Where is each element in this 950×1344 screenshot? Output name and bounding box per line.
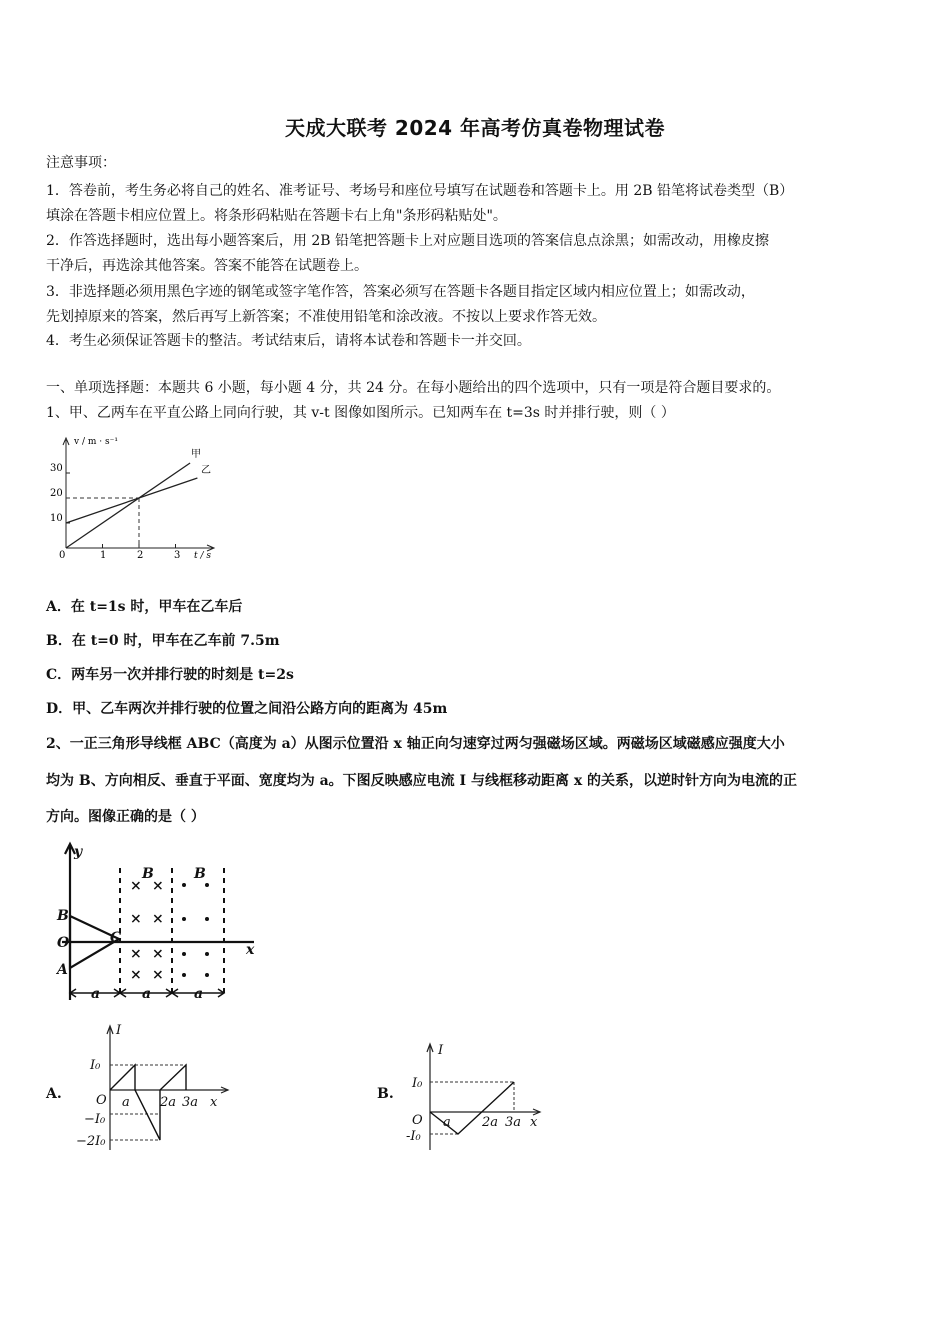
magnetic-field-figure (54, 838, 269, 1008)
q2-option-a-label: A. (46, 1086, 62, 1102)
dot-mark (182, 883, 186, 887)
width-label: a (91, 986, 101, 1002)
tick-3a-label: 3a (505, 1115, 522, 1130)
dot-mark (205, 973, 209, 977)
q1-option-c: C．两车另一次并排行驶的时刻是 t=2s (46, 667, 294, 683)
tick-2a-label: 2a (482, 1115, 499, 1130)
q2-option-b-label: B. (377, 1086, 394, 1102)
width-label: a (142, 986, 152, 1002)
vt-graph (44, 430, 234, 565)
y-tick-label: 10 (50, 513, 63, 524)
field-label: B (142, 866, 154, 882)
dot-mark (205, 883, 209, 887)
y-axis-label: v / m · s⁻¹ (74, 437, 118, 447)
question-2-stem-line: 均为 B、方向相反、垂直于平面、宽度均为 a。下图反映感应电流 I 与线框移动距离 x 的关系，以逆时针方向为电流的正 (46, 773, 798, 789)
field-label: B (194, 866, 206, 882)
notes-heading: 注意事项： (46, 155, 116, 171)
cross-mark: × (130, 946, 142, 962)
I0-label: I₀ (412, 1076, 423, 1091)
cross-mark: × (130, 878, 142, 894)
origin-label: 0 (59, 550, 66, 561)
note-line: 1．答卷前，考生务必将自己的姓名、准考证号、考场号和座位号填写在试题卷和答题卡上。用 2B 铅笔将试卷类型（B） (46, 183, 794, 199)
section-heading: 一、单项选择题：本题共 6 小题，每小题 4 分，共 24 分。在每小题给出的四个选项中，只有一项是符合题目要求的。 (46, 380, 781, 396)
I0-label: I₀ (90, 1058, 101, 1073)
q1-option-d: D．甲、乙车两次并排行驶的位置之间沿公路方向的距离为 45m (46, 701, 448, 717)
y-tick-label: 20 (50, 488, 63, 499)
dot-mark (182, 952, 186, 956)
q1-option-b: B．在 t=0 时，甲车在乙车前 7.5m (46, 633, 280, 649)
cross-mark: × (130, 911, 142, 927)
dot-mark (205, 917, 209, 921)
cross-mark: × (152, 878, 164, 894)
page-title: 天成大联考 2024 年高考仿真卷物理试卷 (284, 116, 666, 140)
note-line: 先划掉原来的答案，然后再写上新答案；不准使用铅笔和涂改液。不按以上要求作答无效。 (46, 309, 606, 325)
I-label: I (438, 1043, 444, 1058)
series-label-yi: 乙 (201, 465, 211, 476)
note-line: 填涂在答题卡相应位置上。将条形码粘贴在答题卡右上角"条形码粘贴处"。 (46, 208, 507, 224)
neg-2I0-label: −2I₀ (76, 1134, 106, 1149)
cross-mark: × (130, 967, 142, 983)
x-label: x (210, 1095, 218, 1110)
q1-option-a: A．在 t=1s 时，甲车在乙车后 (46, 599, 243, 615)
x-label: x (246, 942, 255, 958)
I-label: I (116, 1023, 122, 1038)
origin-label: O (96, 1093, 107, 1108)
question-2-stem-line: 方向。图像正确的是（ ） (46, 809, 205, 825)
width-label: a (194, 986, 204, 1002)
origin-label: O (412, 1113, 423, 1128)
vertex-b-label: B (57, 908, 69, 924)
dot-mark (182, 917, 186, 921)
origin-label: O (57, 935, 70, 951)
series-line-jia (66, 463, 190, 548)
cross-mark: × (152, 946, 164, 962)
note-line: 2．作答选择题时，选出每小题答案后，用 2B 铅笔把答题卡上对应题目选项的答案信息点涂黑；如需改动，用橡皮擦 (46, 233, 769, 249)
x-tick-label: 3 (174, 550, 181, 561)
question-2-stem-line: 2、一正三角形导线框 ABC（高度为 a）从图示位置沿 x 轴正向匀速穿过两匀强磁场区域。两磁场区域磁感应强度大小 (46, 736, 785, 752)
x-label: x (530, 1115, 538, 1130)
x-tick-label: 2 (137, 550, 144, 561)
tick-3a-label: 3a (182, 1095, 199, 1110)
y-label: y (74, 844, 83, 860)
tick-2a-label: 2a (160, 1095, 177, 1110)
tick-a-label: a (443, 1115, 451, 1130)
cross-mark: × (152, 967, 164, 983)
series-line-yi (66, 478, 197, 523)
option-b-graph (400, 1040, 550, 1155)
neg-I0-label: −I₀ (84, 1112, 106, 1127)
x-axis-label: t / s (194, 551, 211, 561)
cross-mark: × (152, 911, 164, 927)
note-line: 4．考生必须保证答题卡的整洁。考试结束后，请将本试卷和答题卡一并交回。 (46, 333, 531, 349)
series-label-jia: 甲 (191, 449, 201, 460)
dot-mark (182, 973, 186, 977)
note-line: 3．非选择题必须用黑色字迹的钢笔或签字笔作答，答案必须写在答题卡各题目指定区域内相应位置上；如需改动， (46, 284, 755, 300)
vertex-a-label: A (57, 962, 68, 978)
vertex-c-label: C (110, 930, 122, 946)
dot-mark (205, 952, 209, 956)
question-1-stem: 1、甲、乙两车在平直公路上同向行驶，其 v-t 图像如图所示。已知两车在 t=3s 时并排行驶，则（ ） (46, 405, 675, 421)
neg-I0-label: -I₀ (406, 1129, 421, 1144)
y-tick-label: 30 (50, 463, 63, 474)
option-a-graph (70, 1022, 240, 1157)
tick-a-label: a (122, 1095, 130, 1110)
x-tick-label: 1 (100, 550, 107, 561)
note-line: 干净后，再选涂其他答案。答案不能答在试题卷上。 (46, 258, 368, 274)
